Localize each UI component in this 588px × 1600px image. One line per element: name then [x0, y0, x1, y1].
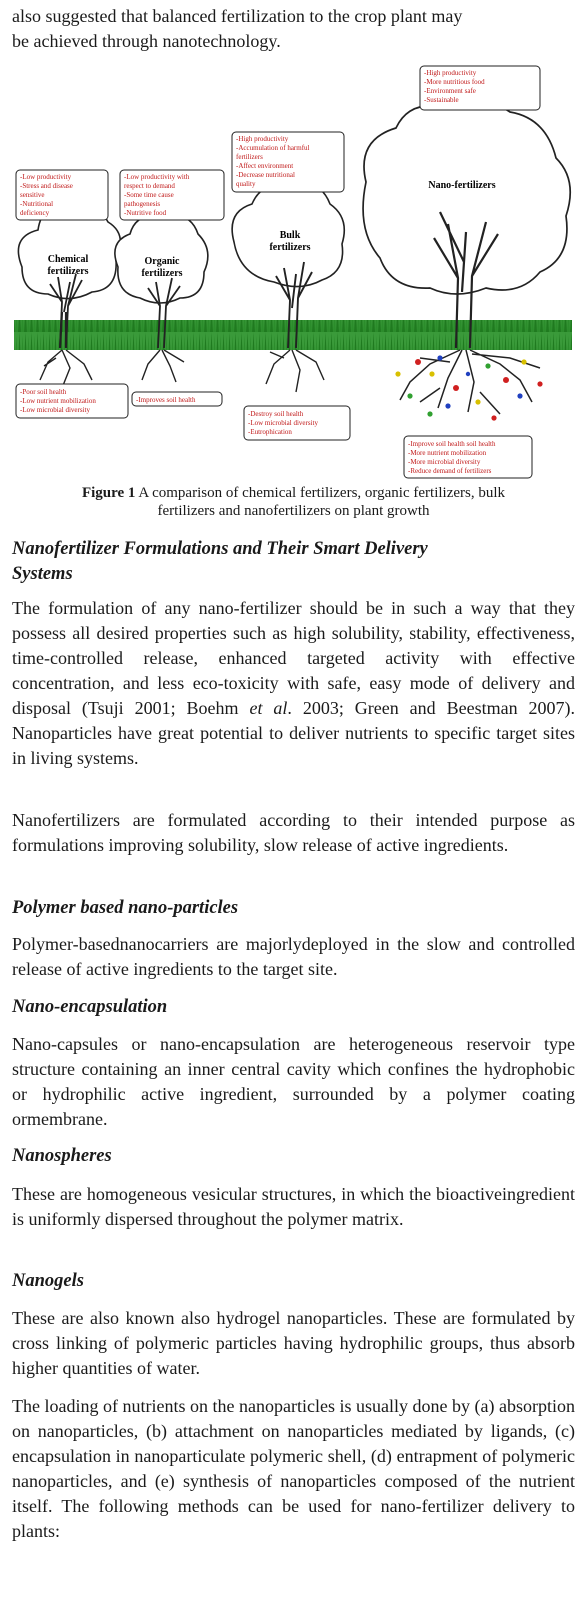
tree-chemical-name-2: fertilizers: [47, 266, 89, 277]
bottom-box-bulk-l1: -Destroy soil health: [248, 410, 304, 418]
bottom-box-nano: [404, 436, 532, 478]
top-box-bulk: [232, 132, 344, 192]
tree-bulk-name-2: fertilizers: [269, 242, 311, 253]
top-box-bulk-l2: -Accumulation of harmful: [236, 144, 310, 152]
top-box-nano-l1: -High productivity: [424, 69, 477, 77]
heading-nanogels: Nanogels: [12, 1271, 84, 1291]
paragraph-polymer: Polymer-basednanocarriers are majorlydeployed in the slow and controlled release of active ingredients to the target site.: [12, 934, 575, 979]
paragraph-nano-encapsulation: Nano-capsules or nano-encapsulation are heterogeneous reservoir type structure containing an inner central cavity which confines the hydrophobic or hydrophilic active ingredient, surrounded by a polymer coating ormembrane.: [12, 1034, 575, 1129]
section-heading-line-1: Nanofertilizer Formulations and Their Smart Delivery: [12, 539, 428, 559]
top-box-nano-l4: -Sustainable: [424, 96, 459, 104]
tree-bulk: [232, 184, 344, 392]
bottom-box-nano-l2: -More nutrient mobilization: [408, 449, 487, 457]
top-box-organic-l2: respect to demand: [124, 182, 175, 190]
top-box-organic-l4: pathogenesis: [124, 200, 161, 208]
top-box-nano-l3: -Environment safe: [424, 87, 476, 95]
heading-nanospheres: Nanospheres: [12, 1146, 112, 1166]
top-box-chemical-l5: deficiency: [20, 209, 50, 217]
bottom-box-bulk-l3: -Eutrophication: [248, 428, 292, 436]
bottom-box-organic: [132, 392, 222, 406]
svg-text:-Improves soil health: [136, 396, 196, 404]
paragraph-nanospheres: These are homogeneous vesicular structures, in which the bioactiveingredient is uniformly dispersed throughout the polymer matrix.: [12, 1184, 575, 1229]
top-box-bulk-l3: fertilizers: [236, 153, 263, 161]
top-box-bulk-l1: -High productivity: [236, 135, 289, 143]
top-box-nano: [420, 66, 540, 110]
intro-line-2: be achieved through nanotechnology.: [12, 31, 281, 51]
top-box-bulk-l5: -Decrease nutritional: [236, 171, 295, 179]
top-box-chemical: [16, 170, 108, 220]
figure-1: [0, 62, 588, 480]
top-box-chemical-l2: -Stress and disease: [20, 182, 73, 190]
top-box-nano-l2: -More nutritious food: [424, 78, 485, 86]
top-box-bulk-l4: -Affect environment: [236, 162, 294, 170]
top-box-chemical-l4: -Nutritional: [20, 200, 54, 208]
top-box-organic-l5: -Nutritive food: [124, 209, 167, 217]
tree-chemical-name-1: Chemical: [47, 254, 89, 265]
tree-chemical: [18, 204, 120, 388]
paragraph-formulation-etal: et al: [249, 698, 288, 718]
bottom-box-chemical-l1: -Poor soil health: [20, 388, 67, 396]
bottom-box-organic-l1: -Improves soil health: [136, 396, 196, 404]
bottom-box-nano-l3: -More microbial diversity: [408, 458, 481, 466]
heading-nano-encapsulation: Nano-encapsulation: [12, 997, 168, 1017]
bottom-box-chemical: [16, 384, 128, 418]
bottom-box-nano-l1: -Improve soil health soil health: [408, 440, 496, 448]
tree-nano-name-1: Nano-fertilizers: [428, 180, 496, 191]
paragraph-purpose: Nanofertilizers are formulated according to their intended purpose as formulations improving solubility, slow release of active ingredients.: [12, 810, 575, 855]
tree-bulk-name-1: Bulk: [279, 230, 301, 241]
tree-nano: [363, 101, 570, 421]
tree-organic-name-2: fertilizers: [141, 268, 183, 279]
figure-caption-line-2: fertilizers and nanofertilizers on plant growth: [157, 503, 430, 519]
bottom-box-nano-l4: -Reduce demand of fertilizers: [408, 467, 492, 475]
figure-caption-text-1: A comparison of chemical fertilizers, organic fertilizers, bulk: [135, 485, 506, 501]
paragraph-formulation-b: . 2003; Green and Beestman 2007). Nanoparticles have great potential to deliver nutrients to specific target sites in living systems.: [12, 698, 575, 768]
paragraph-loading: The loading of nutrients on the nanoparticles is usually done by (a) absorption on nanoparticles, (b) attachment on nanoparticles mediated by ligands, (c) encapsulation in nanoparticulate polymeric shell, (d) entrapment of polymeric nanoparticles, and (e) synthesis of nanoparticles composed of the nutrient itself. The following methods can be used for nano-fertilizer delivery to plants:: [12, 1396, 575, 1541]
top-box-bulk-l6: quality: [236, 180, 256, 188]
paragraph-formulation: [12, 596, 575, 771]
heading-polymer: Polymer based nano-particles: [12, 898, 239, 918]
tree-organic-name-1: Organic: [144, 256, 180, 267]
bottom-box-bulk-l2: -Low microbial diversity: [248, 419, 318, 427]
section-heading-line-2: Systems: [12, 564, 73, 584]
figure-caption-line-1: [12, 484, 575, 502]
paragraph-nanogels: These are also known also hydrogel nanoparticles. These are formulated by cross linking of polymeric particles having hydrophilic groups, thus absorb higher quantities of water.: [12, 1308, 575, 1378]
bottom-box-chemical-l2: -Low nutrient mobilization: [20, 397, 96, 405]
top-box-chemical-l1: -Low productivity: [20, 173, 72, 181]
top-box-organic-l3: -Some time cause: [124, 191, 174, 199]
paragraph-formulation-a: The formulation of any nano-fertilizer should be in such a way that they possess all desired properties such as high solubility, stability, effectiveness, time-controlled release, enhanced targeted activity with effective concentration, and less eco-toxicity with safe, easy mode of delivery and disposal (Tsuji 2001; Boehm: [12, 598, 575, 718]
intro-line-1: also suggested that balanced fertilization to the crop plant may: [12, 6, 463, 26]
grass-strip: [14, 320, 572, 350]
top-box-chemical-l3: sensitive: [20, 191, 45, 199]
bottom-box-bulk: [244, 406, 350, 440]
top-box-organic: [120, 170, 224, 220]
figure-caption-label: Figure 1: [81, 485, 136, 501]
bottom-box-chemical-l3: -Low microbial diversity: [20, 406, 90, 414]
top-box-organic-l1: -Low productivity with: [124, 173, 190, 181]
tree-organic: [115, 215, 208, 382]
